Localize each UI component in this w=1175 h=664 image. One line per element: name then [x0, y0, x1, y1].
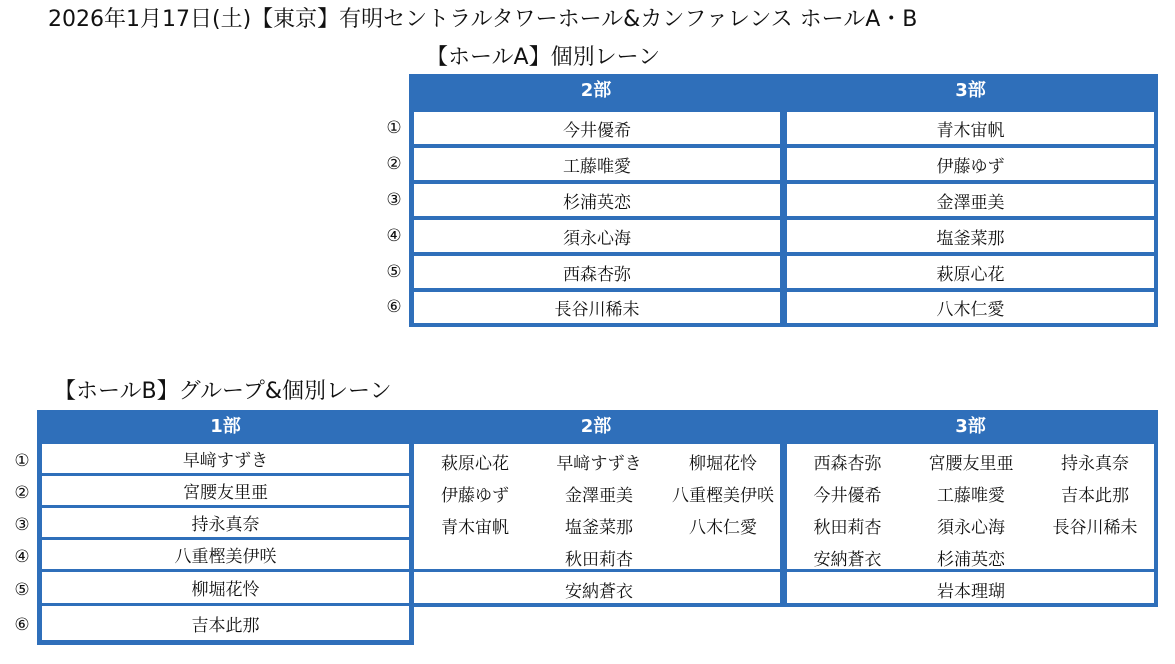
hall-a-header-part2: 2部 — [580, 80, 612, 101]
hall-b-part1-cell: 宮腰友里亜 — [42, 476, 409, 505]
hall-b-part3-member: 工藤唯愛 — [937, 486, 1005, 506]
hall-b-part2-member: 安納蒼衣 — [565, 582, 633, 602]
hall-b-header-part2: 2部 — [580, 416, 612, 437]
hall-b-part3-member: 持永真奈 — [1061, 454, 1129, 474]
hall-a-cell: 今井優希 — [414, 112, 780, 144]
hall-b-header-part3: 3部 — [955, 416, 986, 437]
hall-a-cell: 塩釜菜那 — [787, 220, 1154, 252]
hall-a-row-number: ① — [386, 118, 402, 138]
hall-b-part3-member: 西森杏弥 — [813, 454, 882, 474]
hall-b-part3-member: 吉本此那 — [1061, 486, 1129, 506]
hall-b-part3-member: 今井優希 — [813, 486, 882, 506]
hall-a-cell: 八木仁愛 — [787, 292, 1154, 323]
hall-b-part2-member: 塩釜菜那 — [565, 518, 633, 538]
hall-b-part1-block — [37, 410, 414, 645]
hall-b-row-number: ① — [14, 451, 30, 471]
hall-b-row-number: ⑥ — [14, 615, 30, 635]
hall-a-cell: 工藤唯愛 — [414, 148, 780, 180]
hall-b-part1-cell: 早﨑すずき — [42, 444, 409, 473]
hall-b-row-number: ② — [14, 483, 30, 503]
hall-b-part3-member: 秋田莉杏 — [813, 518, 882, 538]
hall-b-part2-member: 八重樫美伊咲 — [672, 486, 774, 506]
hall-b-part2-member: 早﨑すずき — [556, 454, 642, 474]
hall-a-row-number: ③ — [386, 190, 402, 210]
hall-a-row-number: ② — [386, 154, 402, 174]
hall-a-row-number: ⑥ — [386, 297, 402, 317]
hall-a-cell: 長谷川稀未 — [414, 292, 780, 323]
hall-a-cell: 杉浦英恋 — [414, 184, 780, 216]
hall-b-row-number: ④ — [14, 547, 30, 567]
hall-b-part3-member: 長谷川稀未 — [1052, 518, 1138, 538]
hall-b-part1-cell: 八重樫美伊咲 — [42, 540, 409, 569]
hall-a-header-part3: 3部 — [955, 80, 986, 101]
hall-b-part3-member: 宮腰友里亜 — [928, 454, 1014, 474]
page-title: 2026年1月17日(土)【東京】有明セントラルタワーホール&カンファレンス ホールA・B — [48, 7, 918, 32]
hall-b-header-part1: 1部 — [210, 416, 241, 437]
hall-b-part2-member: 八木仁愛 — [689, 518, 757, 538]
hall-b-part3-member: 杉浦英恋 — [937, 550, 1005, 570]
hall-b-part2-member: 萩原心花 — [441, 454, 509, 474]
hall-a-cell: 金澤亜美 — [787, 184, 1154, 216]
hall-b-row-number: ③ — [14, 515, 30, 535]
hall-b-title: 【ホールB】グループ&個別レーン — [54, 379, 392, 404]
hall-b-part23-block — [409, 410, 1158, 607]
hall-a-title: 【ホールA】個別レーン — [426, 45, 661, 70]
hall-a-row-number: ④ — [386, 226, 402, 246]
hall-b-part3-member: 安納蒼衣 — [813, 550, 882, 570]
hall-b-part1-cell: 柳堀花怜 — [42, 572, 409, 603]
hall-a-row-number: ⑤ — [386, 262, 402, 282]
hall-a-cell: 伊藤ゆず — [787, 148, 1154, 180]
hall-b-part1-cell: 吉本此那 — [42, 606, 409, 640]
hall-b-part2-member: 柳堀花怜 — [689, 454, 757, 474]
hall-a-table — [409, 74, 1158, 327]
hall-b-part3-member: 須永心海 — [937, 518, 1005, 538]
hall-b-row-number: ⑤ — [14, 580, 30, 600]
hall-b-part2-member: 秋田莉杏 — [565, 550, 633, 570]
hall-a-cell: 西森杏弥 — [414, 256, 780, 288]
hall-b-part2-member: 伊藤ゆず — [441, 486, 509, 506]
hall-b-part2-member: 金澤亜美 — [565, 486, 633, 506]
hall-a-cell: 青木宙帆 — [787, 112, 1154, 144]
hall-a-cell: 萩原心花 — [787, 256, 1154, 288]
hall-a-cell: 須永心海 — [414, 220, 780, 252]
hall-b-part1-cell: 持永真奈 — [42, 508, 409, 537]
hall-b-part3-member: 岩本理瑚 — [937, 582, 1005, 602]
hall-b-part2-member: 青木宙帆 — [441, 518, 509, 538]
